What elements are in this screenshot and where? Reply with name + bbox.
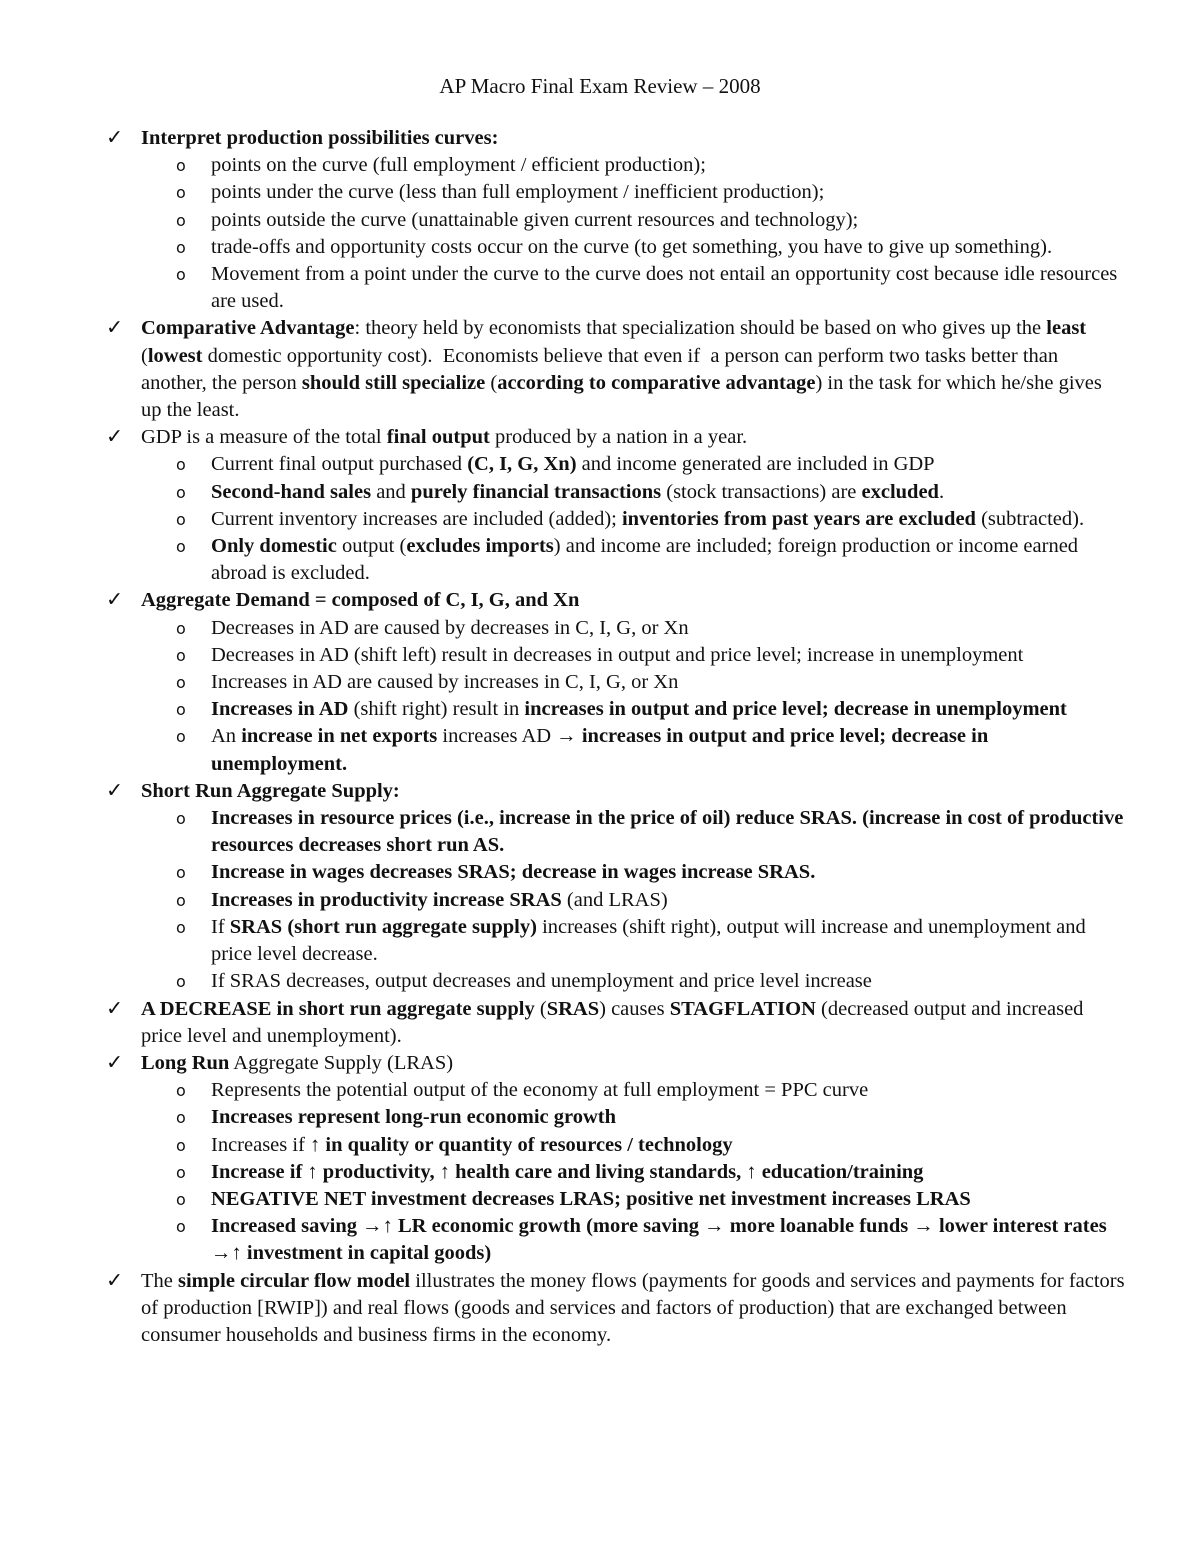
text-segment: Increased saving →↑ LR economic growth (more saving → more loanable funds → lower interest rates →↑ investment in capital goods): [211, 1215, 1112, 1265]
text-segment: ↑ in quality or quantity of resources / technology: [310, 1133, 733, 1156]
circle-bullet-icon: o: [176, 1081, 186, 1101]
sub-bullet-item: [176, 207, 1126, 234]
text-segment: inventories from past years are excluded: [621, 507, 976, 530]
text-segment: points outside the curve (unattainable given current resources and technology);: [211, 208, 859, 231]
text-segment: (: [485, 371, 498, 394]
circle-bullet-icon: o: [176, 618, 186, 638]
text-segment: Current inventory increases are included (added);: [211, 507, 622, 530]
circle-bullet-icon: o: [176, 890, 186, 910]
checkmark-icon: ✓: [106, 1269, 124, 1292]
text-segment: illustrates the money flows (payments for goods and services and payments for factors of production [RWIP]) and real flows (goods and services and factors of production) that are exchanged between consumer households and business firms in the economy.: [141, 1269, 1130, 1346]
text-segment: If: [211, 915, 230, 938]
text-segment: and: [371, 480, 411, 503]
checkmark-icon: ✓: [106, 997, 124, 1020]
sub-bullet-item: [176, 1077, 1126, 1104]
text-segment: excluded: [861, 480, 939, 503]
text-segment: Movement from a point under the curve to the curve does not entail an opportunity cost because idle resources are used.: [211, 263, 1123, 313]
checkmark-icon: ✓: [106, 589, 124, 612]
text-segment: Increases in AD are caused by increases in C, I, G, or Xn: [211, 671, 679, 694]
text-segment: If SRAS decreases, output decreases and unemployment and price level increase: [211, 970, 872, 993]
page-title: AP Macro Final Exam Review – 2008: [439, 74, 761, 98]
text-segment: Increases if: [211, 1133, 311, 1156]
text-segment: Long Run: [141, 1051, 230, 1074]
sub-bullet-item: [176, 642, 1126, 669]
sub-bullet-item: [176, 506, 1126, 533]
circle-bullet-icon: o: [176, 700, 186, 720]
sub-bullet-item: [176, 887, 1126, 914]
text-segment: SRAS: [546, 997, 600, 1020]
text-segment: domestic opportunity cost). Economists believe that even if a person can perform two tasks better than another, the person: [141, 344, 1064, 394]
checklist-item: [106, 778, 1126, 805]
sub-bullet-item: [176, 261, 1126, 315]
review-list: [106, 125, 1130, 1349]
circle-bullet-icon: o: [176, 156, 186, 176]
circle-bullet-icon: o: [176, 972, 186, 992]
text-segment: (stock transactions) are: [661, 480, 862, 503]
text-segment: Only domestic: [211, 535, 337, 558]
text-segment: simple circular flow model: [178, 1269, 411, 1292]
sub-bullet-item: [176, 968, 1126, 995]
sub-bullet-item: [176, 479, 1126, 506]
sub-bullet-item: [176, 696, 1126, 723]
checklist-item: [106, 1268, 1130, 1350]
checklist-item: [106, 587, 1126, 614]
text-segment: Comparative Advantage: [141, 317, 355, 340]
circle-bullet-icon: o: [176, 237, 186, 257]
checklist-item: [106, 1050, 1126, 1077]
text-segment: points on the curve (full employment / efficient production);: [211, 154, 706, 177]
text-segment: final output: [386, 426, 490, 449]
sub-bullet-item: [176, 723, 1126, 777]
text-segment: trade-offs and opportunity costs occur on the curve (to get something, you have to give up something).: [211, 235, 1053, 258]
text-segment: Increase if ↑ productivity, ↑ health care and living standards, ↑ education/training: [211, 1160, 924, 1183]
text-segment: .: [938, 480, 945, 503]
text-segment: Increases in productivity increase SRAS: [211, 888, 562, 911]
text-segment: (subtracted).: [975, 507, 1085, 530]
checklist-item: [106, 424, 1126, 451]
circle-bullet-icon: o: [176, 455, 186, 475]
sub-bullet-item: [176, 1104, 1126, 1131]
sub-bullet-item: [176, 234, 1126, 261]
text-segment: purely financial transactions: [410, 480, 662, 503]
circle-bullet-icon: o: [176, 1217, 186, 1237]
sub-bullet-item: [176, 152, 1126, 179]
text-segment: Aggregate Supply (LRAS): [229, 1051, 454, 1074]
text-segment: points under the curve (less than full employment / inefficient production);: [211, 181, 825, 204]
text-segment: GDP is a measure of the total: [141, 426, 387, 449]
text-segment: Represents the potential output of the economy at full employment = PPC curve: [211, 1079, 869, 1102]
circle-bullet-icon: o: [176, 183, 186, 203]
text-segment: Increases in resource prices (i.e., increase in the price of oil) reduce SRAS. (increase in cost of productive resources decreases short run AS.: [211, 807, 1129, 857]
text-segment: (and LRAS): [561, 888, 668, 911]
text-segment: ) causes: [599, 997, 670, 1020]
text-segment: NEGATIVE NET investment decreases LRAS; positive net investment increases LRAS: [211, 1187, 971, 1210]
checkmark-icon: ✓: [106, 127, 124, 149]
text-segment: Increases in AD: [211, 698, 349, 721]
text-segment: Short Run Aggregate Supply:: [141, 779, 400, 802]
text-segment: lowest: [147, 344, 203, 367]
text-segment: (C, I, G, Xn): [467, 453, 577, 476]
checkmark-icon: ✓: [106, 317, 124, 340]
text-segment: produced by a nation in a year.: [489, 426, 748, 449]
text-segment: increase in net exports: [241, 725, 438, 748]
checkmark-icon: ✓: [106, 1051, 124, 1074]
sub-bullet-item: [176, 669, 1126, 696]
text-segment: Second-hand sales: [211, 480, 372, 503]
checklist-item: [106, 125, 1126, 152]
circle-bullet-icon: o: [176, 210, 186, 230]
sub-bullet-item: [176, 615, 1126, 642]
text-segment: Decreases in AD are caused by decreases in C, I, G, or Xn: [211, 616, 689, 639]
text-segment: output (: [336, 535, 407, 558]
circle-bullet-icon: o: [176, 509, 186, 529]
text-segment: increases AD: [437, 725, 557, 748]
sub-bullet-item: [176, 1213, 1126, 1267]
circle-bullet-icon: o: [176, 482, 186, 502]
text-segment: : theory held by economists that specialization should be based on who gives up the: [354, 317, 1047, 340]
text-segment: Aggregate Demand = composed of C, I, G, and Xn: [141, 589, 580, 612]
sub-bullet-item: [176, 1159, 1126, 1186]
sub-bullet-item: [176, 179, 1126, 206]
text-segment: least: [1046, 317, 1087, 340]
text-segment: SRAS (short run aggregate supply): [229, 915, 537, 938]
text-segment: An: [211, 725, 242, 748]
sub-bullet-item: [176, 805, 1129, 859]
text-segment: Increase in wages decreases SRAS; decrease in wages increase SRAS.: [211, 861, 816, 884]
sub-bullet-item: [176, 914, 1126, 968]
text-segment: according to comparative advantage: [497, 371, 816, 394]
sub-bullet-item: [176, 451, 1126, 478]
text-segment: (decreased output and increased price level and unemployment).: [141, 997, 1089, 1047]
text-segment: should still specialize: [301, 371, 486, 394]
circle-bullet-icon: o: [176, 1108, 186, 1128]
sub-bullet-item: [176, 533, 1126, 587]
text-segment: Interpret production possibilities curves:: [141, 127, 499, 149]
text-segment: (: [534, 997, 547, 1020]
checkmark-icon: ✓: [106, 779, 124, 802]
text-segment: Decreases in AD (shift left) result in decreases in output and price level; increase in unemployment: [211, 643, 1024, 666]
text-segment: The: [141, 1269, 178, 1292]
checkmark-icon: ✓: [106, 426, 124, 449]
circle-bullet-icon: o: [176, 673, 186, 693]
circle-bullet-icon: o: [176, 265, 186, 285]
text-segment: → increases in output and price level; decrease in unemployment.: [211, 725, 994, 775]
circle-bullet-icon: o: [176, 1162, 186, 1182]
text-segment: excludes imports: [406, 535, 554, 558]
text-segment: Increases represent long-run economic growth: [211, 1106, 617, 1129]
text-segment: Current final output purchased: [211, 453, 468, 476]
circle-bullet-icon: o: [176, 645, 186, 665]
checklist-item: [106, 315, 1126, 424]
circle-bullet-icon: o: [176, 917, 186, 937]
text-segment: STAGFLATION: [669, 997, 816, 1020]
text-segment: ) in the task for which he/she gives up the least.: [141, 371, 1107, 422]
text-segment: A DECREASE in short run aggregate supply: [141, 997, 535, 1020]
circle-bullet-icon: o: [176, 537, 186, 557]
sub-bullet-item: [176, 1132, 1126, 1159]
text-segment: (: [141, 317, 1092, 367]
circle-bullet-icon: o: [176, 1189, 186, 1209]
circle-bullet-icon: o: [176, 1135, 186, 1155]
sub-bullet-item: [176, 859, 1126, 886]
text-segment: increases in output and price level; decrease in unemployment: [524, 698, 1067, 721]
text-segment: ) and income are included; foreign production or income earned abroad is excluded.: [211, 535, 1084, 585]
sub-bullet-item: [176, 1186, 1126, 1213]
text-segment: increases (shift right), output will increase and unemployment and price level decrease.: [211, 915, 1091, 966]
checklist-item: [106, 996, 1126, 1050]
circle-bullet-icon: o: [176, 809, 186, 829]
circle-bullet-icon: o: [176, 863, 186, 883]
text-segment: and income generated are included in GDP: [576, 453, 935, 476]
circle-bullet-icon: o: [176, 727, 186, 747]
text-segment: (shift right) result in: [348, 698, 525, 721]
